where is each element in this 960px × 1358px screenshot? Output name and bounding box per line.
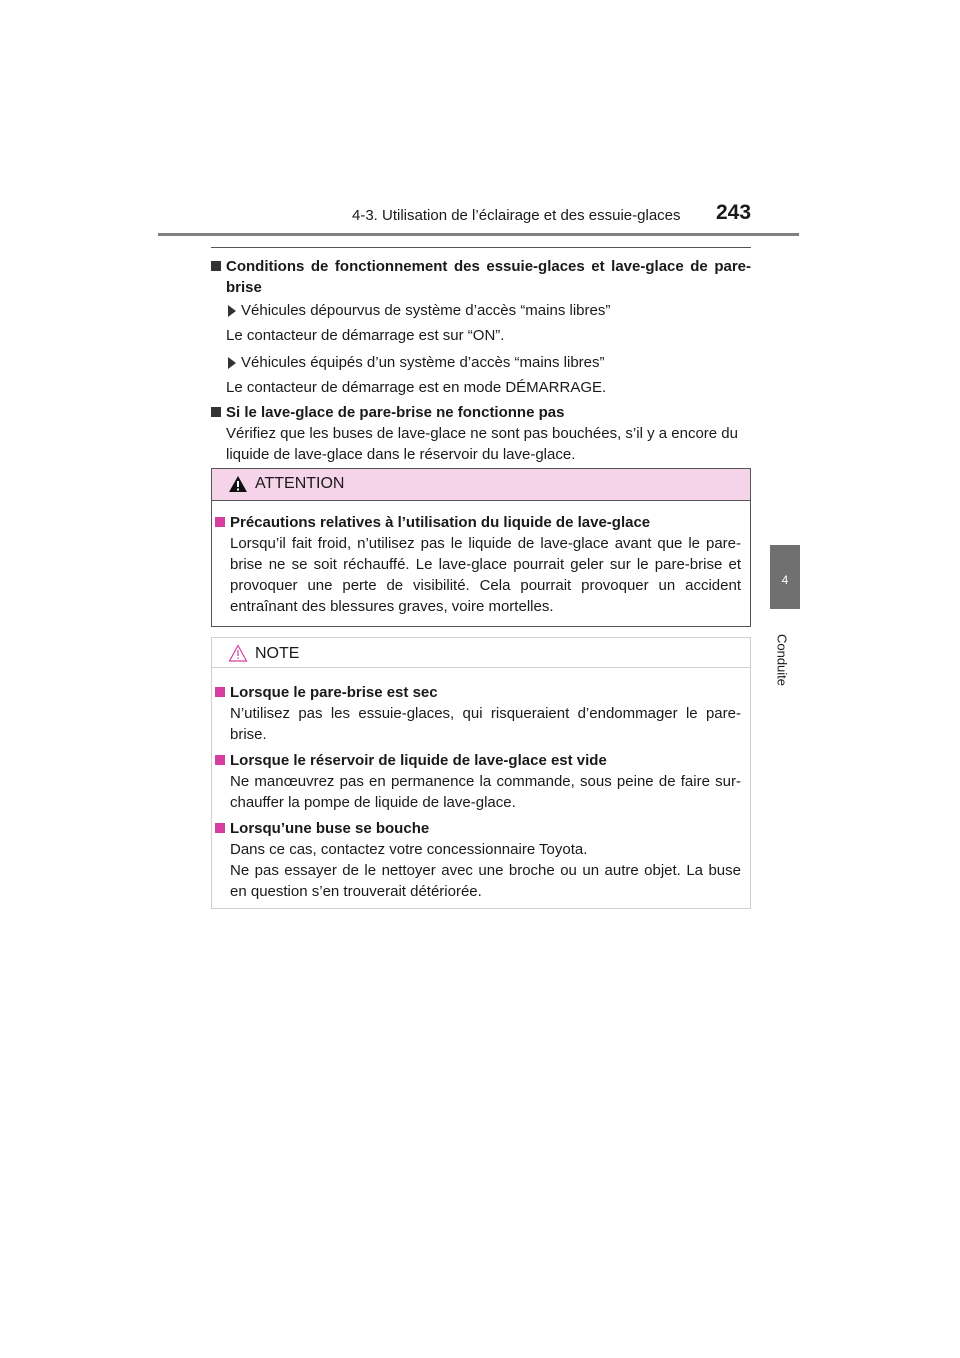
attention-header: [212, 469, 750, 501]
main-content: [211, 256, 751, 465]
note-text: N’utilisez pas les essuie-glaces, qui risqueraient d’endommager le pare-brise.: [230, 705, 741, 743]
chapter-number: 4: [781, 573, 789, 587]
note-box: [211, 637, 751, 909]
square-bullet-icon: [215, 823, 225, 833]
note-heading: Lorsqu’une buse se bouche: [215, 818, 741, 839]
section-heading: Si le lave-glace de pare-brise ne fonctionne pas: [211, 402, 751, 423]
square-bullet-icon: [215, 755, 225, 765]
paragraph: Le contacteur de démarrage est sur “ON”.: [226, 327, 505, 344]
attention-box: [211, 468, 751, 627]
warning-filled-icon: [228, 475, 248, 493]
page-number: 243: [716, 201, 752, 224]
square-bullet-icon: [211, 261, 221, 271]
attention-heading: Précautions relatives à l’utilisation du liquide de lave-glace: [215, 512, 741, 533]
section-title: 4-3. Utilisation de l’éclairage et des essuie-glaces: [352, 207, 681, 224]
note-header: [212, 638, 750, 668]
chapter-label: Conduite: [774, 633, 790, 687]
note-text: Ne manœuvrez pas en permanence la commande, sous peine de faire sur-chauffer la pompe de liquide de lave-glace.: [230, 773, 741, 811]
note-heading: Lorsque le pare-brise est sec: [215, 682, 741, 703]
note-text: Ne pas essayer de le nettoyer avec une broche ou un autre objet. La buse en question s’en trouverait détériorée.: [230, 862, 741, 900]
square-bullet-icon: [215, 687, 225, 697]
header-rule: [158, 233, 799, 236]
content-rule: [211, 247, 751, 248]
list-item: Véhicules équipés d’un système d’accès “mains libres”: [211, 352, 751, 373]
square-bullet-icon: [211, 407, 221, 417]
triangle-bullet-icon: [228, 305, 236, 317]
warning-outline-icon: [228, 644, 248, 662]
triangle-bullet-icon: [228, 357, 236, 369]
note-text: Dans ce cas, contactez votre concessionnaire Toyota.: [230, 841, 588, 858]
paragraph: Vérifiez que les buses de lave-glace ne sont pas bouchées, s’il y a encore du liquide de lave-glace dans le réservoir du lave-glace.: [226, 425, 738, 463]
section-heading: Conditions de fonctionnement des essuie-glaces et lave-glace de pare-brise: [211, 256, 751, 298]
attention-text: Lorsqu’il fait froid, n’utilisez pas le liquide de lave-glace avant que le pare-brise ne se soit réchauffé. Le lave-glace pourrait geler sur le pare-brise et provoquer une perte de visibilité. Cela pourrait provoquer un accident entraînant des blessures graves, voire mortelles.: [230, 535, 741, 615]
square-bullet-icon: [215, 517, 225, 527]
paragraph: Le contacteur de démarrage est en mode DÉMARRAGE.: [226, 379, 607, 396]
note-title: NOTE: [255, 645, 300, 662]
list-item: Véhicules dépourvus de système d’accès “mains libres”: [211, 300, 751, 321]
note-heading: Lorsque le réservoir de liquide de lave-glace est vide: [215, 750, 741, 771]
attention-title: ATTENTION: [255, 475, 345, 492]
